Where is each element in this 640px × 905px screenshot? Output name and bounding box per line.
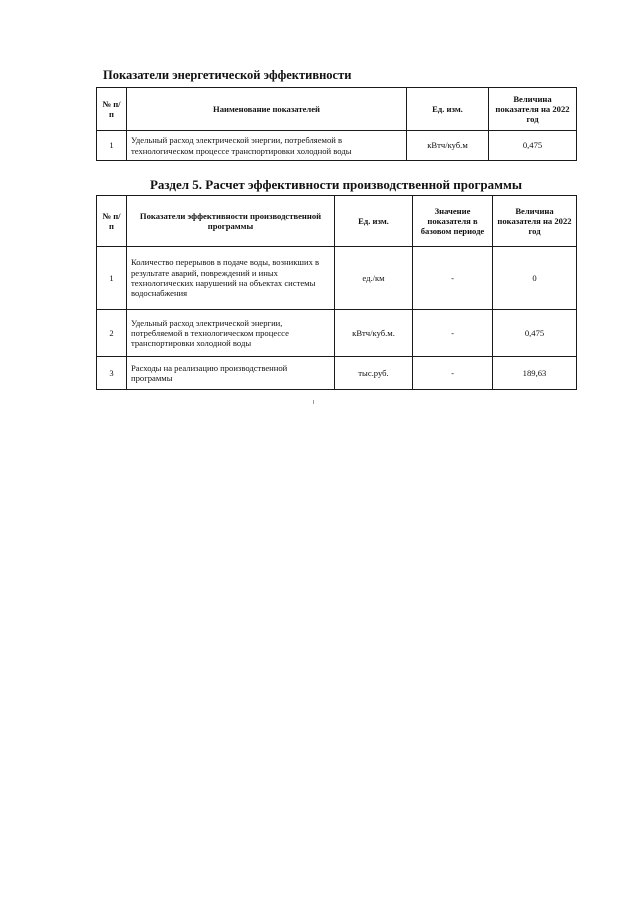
row-num: 1 <box>97 131 127 161</box>
header-unit: Ед. изм. <box>335 196 413 247</box>
row-num: 3 <box>97 357 127 390</box>
header-name: Наименование показателей <box>127 88 407 131</box>
header-num: № п/п <box>97 88 127 131</box>
row-base: - <box>413 247 493 310</box>
row-value: 0 <box>493 247 577 310</box>
section1-title: Показатели энергетической эффективности <box>103 68 352 82</box>
table-row <box>97 357 577 390</box>
row-value: 0,475 <box>493 310 577 357</box>
row-unit: кВтч/куб.м. <box>335 310 413 357</box>
table-header-row <box>97 88 577 131</box>
row-num: 2 <box>97 310 127 357</box>
energy-efficiency-table <box>96 87 577 161</box>
row-base: - <box>413 357 493 390</box>
scan-mark <box>313 400 314 404</box>
header-unit: Ед. изм. <box>407 88 489 131</box>
header-num: № п/п <box>97 196 127 247</box>
row-unit: тыс.руб. <box>335 357 413 390</box>
table-row <box>97 310 577 357</box>
table-header-row <box>97 196 577 247</box>
row-value: 0,475 <box>489 131 577 161</box>
header-base: Значение показателя в базовом периоде <box>413 196 493 247</box>
program-efficiency-table <box>96 195 577 390</box>
row-unit: кВтч/куб.м <box>407 131 489 161</box>
header-value: Величина показателя на 2022 год <box>493 196 577 247</box>
row-name: Количество перерывов в подаче воды, возникших в результате аварий, повреждений и иных технологических нарушений на объектах системы водоснабжения <box>127 247 335 310</box>
header-value: Величина показателя на 2022 год <box>489 88 577 131</box>
table-row <box>97 247 577 310</box>
row-name: Удельный расход электрической энергии, потребляемой в технологическом процессе транспортировки холодной воды <box>127 310 335 357</box>
row-name: Расходы на реализацию производственной программы <box>127 357 335 390</box>
row-value: 189,63 <box>493 357 577 390</box>
row-unit: ед./км <box>335 247 413 310</box>
row-name: Удельный расход электрической энергии, потребляемой в технологическом процессе транспортировки холодной воды <box>127 131 407 161</box>
section2-title: Раздел 5. Расчет эффективности производственной программы <box>149 177 523 192</box>
header-name: Показатели эффективности производственной программы <box>127 196 335 247</box>
row-num: 1 <box>97 247 127 310</box>
table-row <box>97 131 577 161</box>
row-base: - <box>413 310 493 357</box>
